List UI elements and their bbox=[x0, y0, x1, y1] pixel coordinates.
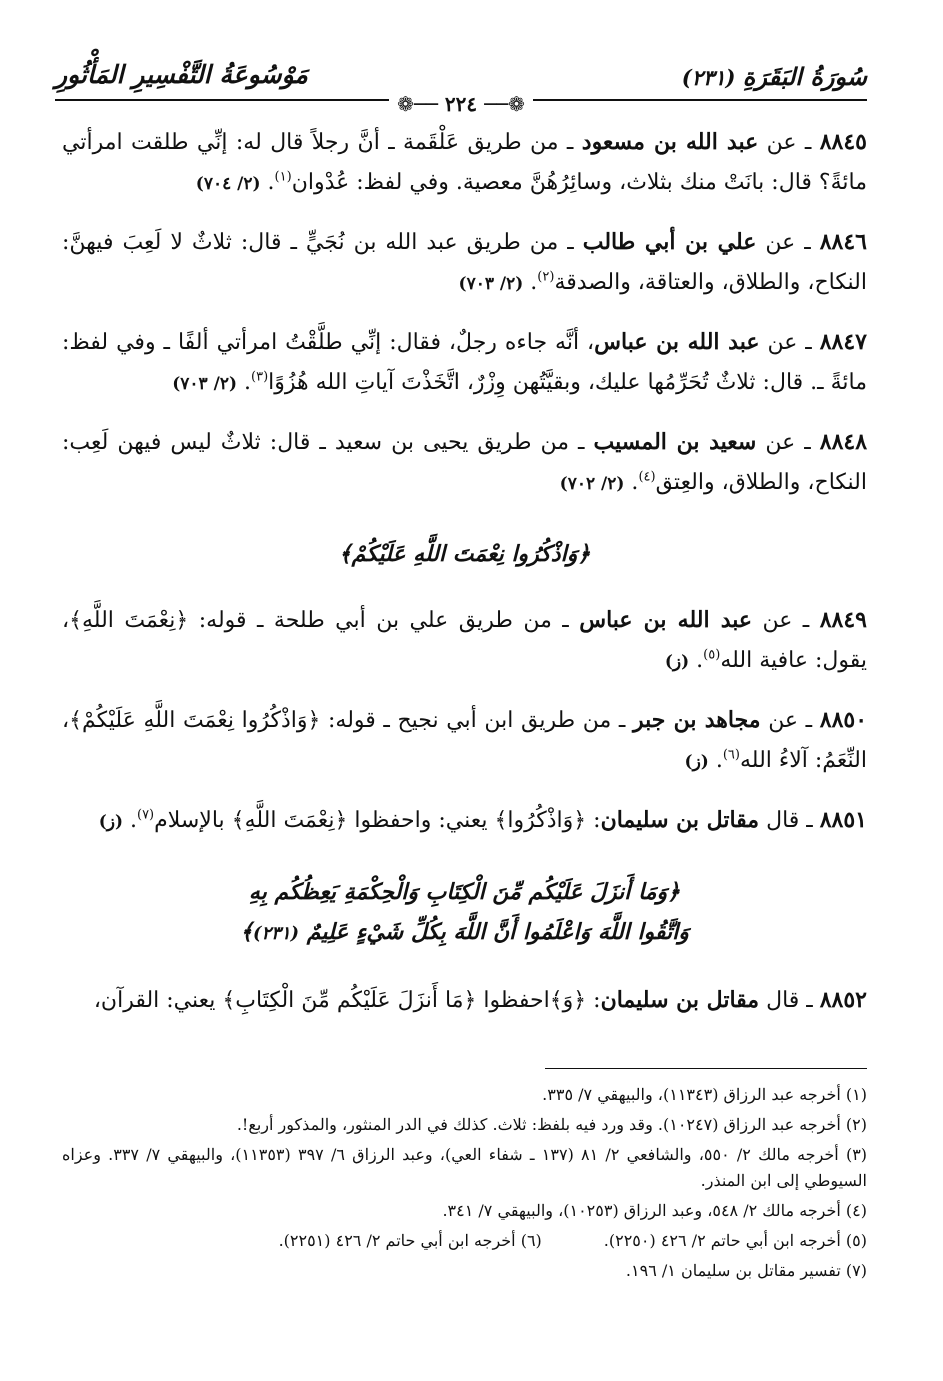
narration-text: : ﴿وَاذْكُرُوا﴾ يعني: واحفظوا ﴿نِعْمَتَ اللَّهِ﴾ بالإسلام bbox=[154, 808, 601, 833]
header-verse-ref: (٢٣١) bbox=[681, 65, 736, 90]
narrator-name: مقاتل بن سليمان bbox=[600, 987, 760, 1013]
narration-number: ٨٨٤٦ bbox=[819, 229, 867, 255]
verse-line-2: وَاتَّقُوا اللَّهَ وَاعْلَمُوا أَنَّ اللَّهَ بِكُلِّ شَيْءٍ عَلِيمٌ (٢٣١)﴾ bbox=[240, 919, 689, 945]
footnote-marker[interactable]: (٤) bbox=[638, 469, 656, 485]
narration-number: ٨٨٤٧ bbox=[819, 329, 867, 355]
narration-text: : ﴿وَ﴾احفظوا ﴿مَا أَنزَلَ عَلَيْكُم مِّنَ الْكِتَابِ﴾ يعني: القرآن، bbox=[93, 988, 601, 1013]
footnote-separator bbox=[545, 1068, 867, 1069]
footnote-marker[interactable]: (١) bbox=[274, 169, 292, 185]
narration-entry: ٨٨٥٢ ـ قال مقاتل بن سليمان: ﴿وَ﴾احفظوا ﴿مَا أَنزَلَ عَلَيْكُم مِّنَ الْكِتَابِ﴾ يعني: القرآن، bbox=[93, 987, 867, 1013]
source-ref: (ز) bbox=[684, 752, 709, 772]
footnotes bbox=[62, 1082, 867, 1288]
footnote-marker[interactable]: (٣) bbox=[251, 369, 269, 385]
narration-entry: ٨٨٤٦ ـ عن علي بن أبي طالب ـ من طريق عبد الله بن نُجَيٍّ ـ قال: ثلاثٌ لا لَعِبَ فيهنَّ: النكاح، والطلاق، والعتاقة، والصدقة$^{(٢)}$. (٢/ ٧٠٣) bbox=[62, 229, 867, 295]
narration-entry: ٨٨٤٩ ـ عن عبد الله بن عباس ـ من طريق علي بن أبي طلحة ـ قوله: ﴿نِعْمَتَ اللَّهِ﴾، يقول: عافية الله$^{(٥)}$. (ز) bbox=[62, 607, 867, 673]
narration-entry: ٨٨٤٥ ـ عن عبد الله بن مسعود ـ من طريق عَلْقَمة ـ أنَّ رجلاً قال له: إنِّي طلقت امرأتي مائةً؟ قال: بانَتْ منك بثلاث، وسائِرُهُنَّ معصية. وفي لفظ: عُدْوان$^{(١)}$. (٢/ ٧٠٤) bbox=[62, 129, 867, 195]
footnote: (١) أخرجه عبد الرزاق (١١٣٤٣)، والبيهقي ٧/ ٣٣٥. bbox=[542, 1085, 867, 1104]
page-number-ornament: ❁── ٢٢٤ ──❁ bbox=[55, 92, 867, 116]
narration-text: ـ من طريق عَلْقَمة ـ أنَّ رجلاً قال له: إنِّي طلقت امرأتي مائةً؟ قال: بانَتْ منك بثلاث، وسائِرُهُنَّ معصية. وفي لفظ: عُدْوان bbox=[62, 130, 867, 195]
running-header bbox=[55, 52, 867, 116]
narration-number: ٨٨٥٠ bbox=[819, 707, 868, 733]
narration-number: ٨٨٤٥ bbox=[819, 129, 867, 155]
book-title: مَوْسُوعَةُ التَّفْسِيرِ المَأْثُورِ bbox=[55, 60, 308, 89]
narration-entry: ٨٨٤٧ ـ عن عبد الله بن عباس، أنَّه جاءه رجلٌ، فقال: إنِّي طلَّقْتُ امرأتي ألفًا ـ وفي لفظ: مائةً ـ. قال: ثلاثٌ تُحَرِّمُها عليك، وبقيَّتُهن وِزْرٌ، اتَّخَذْتَ آياتِ الله هُزُوًا$^{(٣)}$. (٢/ ٧٠٣) bbox=[62, 329, 867, 395]
quran-verse-heading: ﴿وَاذْكُرُوا نِعْمَتَ اللَّهِ عَلَيْكُمْ﴾ bbox=[338, 541, 591, 567]
footnote: (٣) أخرجه مالك ٢/ ٥٥٠، والشافعي ٢/ ٨١ (١٣٧ ـ شفاء العي)، وعبد الرزاق ٦/ ٣٩٧ (١١٣٥٣)، والبيهقي ٧/ ٣٣٧. وعزاه السيوطي إلى ابن المنذر. bbox=[62, 1145, 868, 1190]
footnote-marker[interactable]: (٦) bbox=[722, 747, 740, 763]
footnote-marker[interactable]: (٥) bbox=[703, 647, 721, 663]
source-ref: (٢/ ٧٠٤) bbox=[195, 174, 261, 194]
narration-text: ـ من طريق عبد الله بن نُجَيٍّ ـ قال: ثلاثٌ لا لَعِبَ فيهنَّ: النكاح، والطلاق، والعتاقة، والصدقة bbox=[62, 230, 867, 295]
source-ref: (٢/ ٧٠٣) bbox=[458, 274, 524, 294]
quran-verse-block bbox=[62, 872, 867, 954]
surah-header bbox=[682, 62, 867, 91]
source-ref: (٢/ ٧٠٣) bbox=[172, 374, 237, 394]
page-number: ٢٢٤ bbox=[444, 92, 478, 116]
narrator-name: علي بن أبي طالب bbox=[582, 229, 757, 255]
footnote-row bbox=[62, 1228, 867, 1258]
narrator-name: عبد الله بن عباس bbox=[594, 329, 760, 355]
source-ref: (ز) bbox=[664, 652, 690, 672]
narration-number: ٨٨٥١ bbox=[819, 807, 867, 833]
narration-entry: ٨٨٥٠ ـ عن مجاهد بن جبر ـ من طريق ابن أبي نجيح ـ قوله: ﴿وَاذْكُرُوا نِعْمَتَ اللَّهِ عَلَيْكُمْ﴾، النِّعَمُ: آلاءُ الله$^{(٦)}$. (ز) bbox=[62, 707, 868, 773]
source-ref: (ز) bbox=[98, 812, 123, 832]
narration-text: ـ من طريق ابن أبي نجيح ـ قوله: ﴿وَاذْكُرُوا نِعْمَتَ اللَّهِ عَلَيْكُمْ﴾، النِّعَمُ: آلاءُ الله bbox=[62, 708, 867, 773]
footnote-marker[interactable]: (٢) bbox=[537, 269, 555, 285]
footnote: (٢) أخرجه عبد الرزاق (١٠٢٤٧). وقد ورد فيه بلفظ: ثلاث. كذلك في الدر المنثور، والمذكور أربع!. bbox=[236, 1115, 867, 1134]
narration-entry: ٨٨٥١ ـ قال مقاتل بن سليمان: ﴿وَاذْكُرُوا﴾ يعني: واحفظوا ﴿نِعْمَتَ اللَّهِ﴾ بالإسلام$^{(٧)}$. (ز) bbox=[98, 807, 867, 833]
narration-text: ـ من طريق يحيى بن سعيد ـ قال: ثلاثٌ ليس فيهن لَعِب: النكاح، والطلاق، والعِتق bbox=[62, 430, 867, 495]
verse-number-marker: (٢٣١) bbox=[252, 923, 300, 944]
narration-number: ٨٨٤٩ bbox=[819, 607, 867, 633]
footnote: (٦) أخرجه ابن أبي حاتم ٢/ ٤٢٦ (٢٢٥١). bbox=[278, 1231, 542, 1250]
narrator-name: سعيد بن المسيب bbox=[593, 429, 757, 455]
narration-number: ٨٨٤٨ bbox=[819, 429, 868, 455]
narration-number: ٨٨٥٢ bbox=[819, 987, 867, 1013]
footnote: (٤) أخرجه مالك ٢/ ٥٤٨، وعبد الرزاق (١٠٢٥٣)، والبيهقي ٧/ ٣٤١. bbox=[442, 1201, 867, 1220]
source-ref: (٢/ ٧٠٢) bbox=[559, 474, 625, 494]
footnote-marker[interactable]: (٧) bbox=[136, 807, 155, 823]
narrator-name: عبد الله بن مسعود bbox=[581, 129, 759, 155]
narrator-name: عبد الله بن عباس bbox=[579, 607, 753, 633]
footnote: (٥) أخرجه ابن أبي حاتم ٢/ ٤٢٦ (٢٢٥٠). bbox=[603, 1231, 867, 1250]
narrator-name: مجاهد بن جبر bbox=[632, 707, 761, 733]
narration-text: ـ من طريق علي بن أبي طلحة ـ قوله: ﴿نِعْمَتَ اللَّهِ﴾، يقول: عافية الله bbox=[62, 608, 867, 673]
main-text bbox=[62, 122, 867, 1039]
verse-line-1: ﴿وَمَا أَنزَلَ عَلَيْكُم مِّنَ الْكِتَابِ وَالْحِكْمَةِ يَعِظُكُم بِهِ bbox=[248, 879, 681, 905]
narration-text: ، أنَّه جاءه رجلٌ، فقال: إنِّي طلَّقْتُ امرأتي ألفًا ـ وفي لفظ: مائةً ـ. قال: ثلاثٌ تُحَرِّمُها عليك، وبقيَّتُهن وِزْرٌ، اتَّخَذْتَ آياتِ الله هُزُوًا bbox=[62, 330, 867, 395]
footnote: (٧) تفسير مقاتل بن سليمان ١/ ١٩٦. bbox=[625, 1261, 867, 1280]
surah-title: سُورَةُ البَقَرَةِ bbox=[742, 62, 867, 91]
narration-entry: ٨٨٤٨ ـ عن سعيد بن المسيب ـ من طريق يحيى بن سعيد ـ قال: ثلاثٌ ليس فيهن لَعِب: النكاح، والطلاق، والعِتق$^{(٤)}$. (٢/ ٧٠٢) bbox=[62, 429, 868, 495]
narrator-name: مقاتل بن سليمان bbox=[600, 807, 760, 833]
